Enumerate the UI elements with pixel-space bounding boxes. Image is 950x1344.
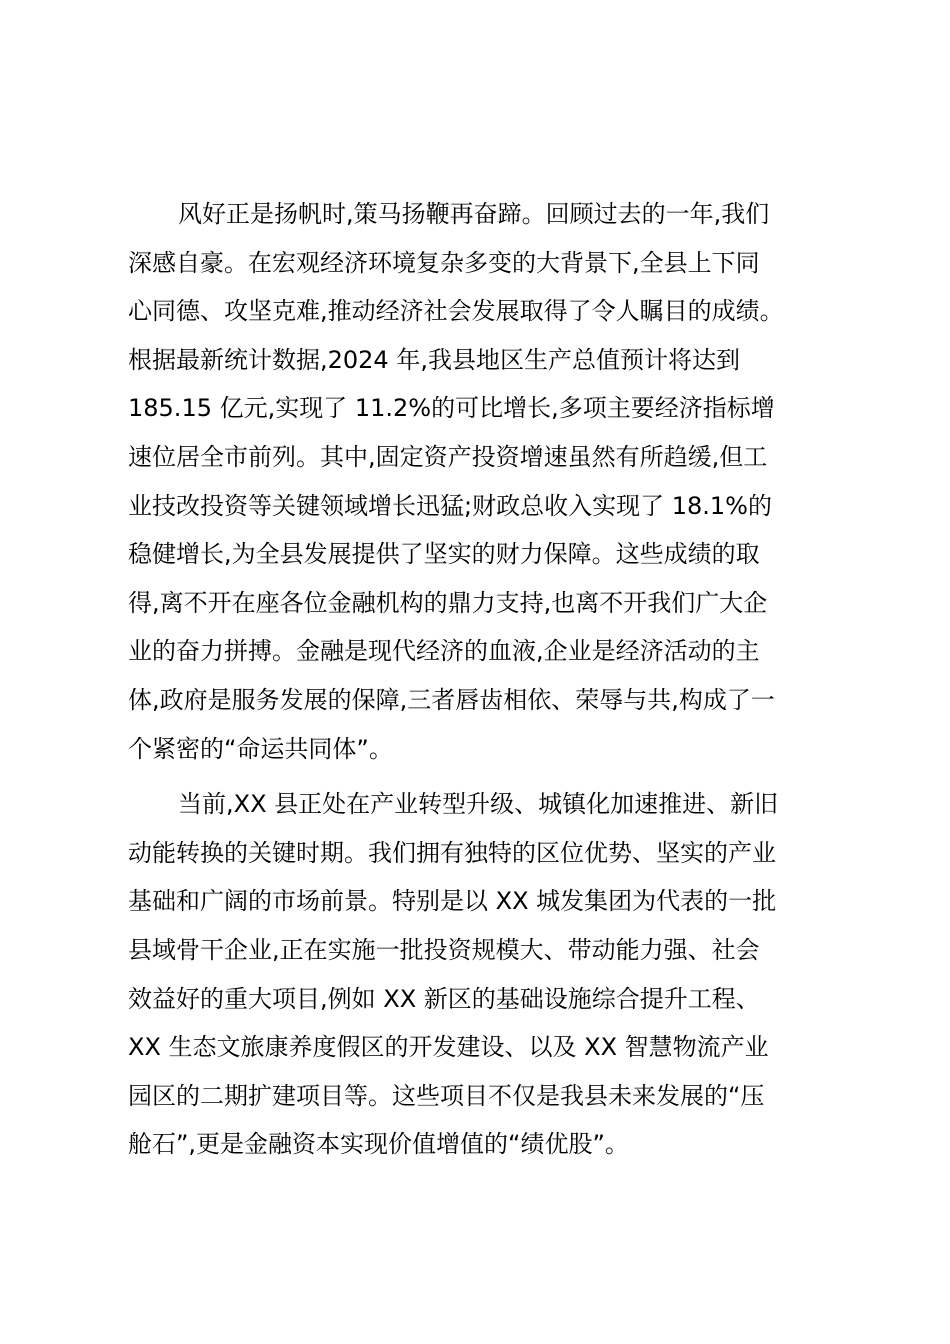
paragraph-line: 深感自豪。在宏观经济环境复杂多变的大背景下,全县上下同 bbox=[128, 248, 760, 277]
paragraph-line: 心同德、攻坚克难,推动经济社会发展取得了令人瞩目的成绩。 bbox=[128, 297, 784, 326]
paragraph-line: 业技改投资等关键领域增长迅猛;财政总收入实现了 18.1%的 bbox=[128, 491, 772, 520]
paragraph-line: 个紧密的“命运共同体”。 bbox=[128, 734, 393, 763]
paragraph-line: 县域骨干企业,正在实施一批投资规模大、带动能力强、社会 bbox=[128, 935, 760, 964]
paragraph-2 bbox=[128, 780, 822, 1169]
paragraph-line: XX 生态文旅康养度假区的开发建设、以及 XX 智慧物流产业 bbox=[128, 1033, 769, 1062]
paragraph-line: 风好正是扬帆时,策马扬鞭再奋蹄。回顾过去的一年,我们 bbox=[178, 200, 770, 228]
paragraph-line: 业的奋力拼搏。金融是现代经济的血液,企业是经济活动的主 bbox=[128, 637, 760, 666]
paragraph-line: 舱石”,更是金融资本实现价值增值的“绩优股”。 bbox=[128, 1130, 629, 1159]
paragraph-1 bbox=[128, 190, 822, 773]
paragraph-line: 稳健增长,为全县发展提供了坚实的财力保障。这些成绩的取 bbox=[128, 540, 760, 569]
paragraph-line: 效益好的重大项目,例如 XX 新区的基础设施综合提升工程、 bbox=[128, 984, 760, 1013]
paragraph-line: 速位居全市前列。其中,固定资产投资增速虽然有所趋缓,但工 bbox=[128, 442, 768, 471]
paragraph-line: 动能转换的关键时期。我们拥有独特的区位优势、坚实的产业 bbox=[128, 838, 776, 867]
paragraph-line: 当前,XX 县正处在产业转型升级、城镇化加速推进、新旧 bbox=[178, 790, 779, 819]
paragraph-line: 得,离不开在座各位金融机构的鼎力支持,也离不开我们广大企 bbox=[128, 588, 768, 617]
document-body bbox=[128, 190, 822, 1169]
paragraph-line: 基础和广阔的市场前景。特别是以 XX 城发集团为代表的一批 bbox=[128, 887, 777, 916]
paragraph-line: 园区的二期扩建项目等。这些项目不仅是我县未来发展的“压 bbox=[128, 1081, 765, 1110]
paragraph-line: 185.15 亿元,实现了 11.2%的可比增长,多项主要经济指标增 bbox=[128, 394, 775, 423]
paragraph-line: 根据最新统计数据,2024 年,我县地区生产总值预计将达到 bbox=[128, 345, 740, 374]
paragraph-line: 体,政府是服务发展的保障,三者唇齿相依、荣辱与共,构成了一 bbox=[128, 685, 775, 714]
